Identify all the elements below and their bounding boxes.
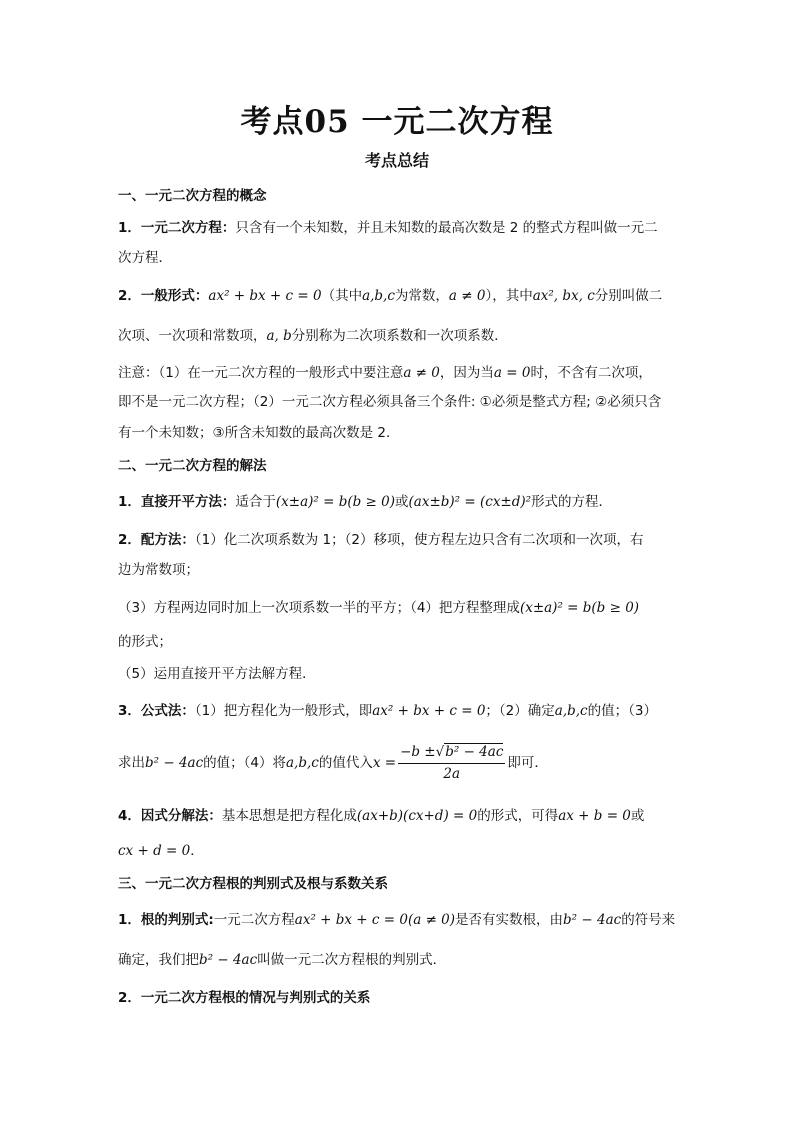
paragraph-completing-square-line4: 的形式；: [118, 634, 172, 650]
paragraph-discriminant: [118, 910, 684, 930]
section-heading-3: 三、一元二次方程根的判别式及根与系数关系: [118, 876, 388, 892]
text: （3）方程两边同时加上一次项系数一半的平方；（4）把方程整理成: [118, 600, 520, 616]
text: 或: [630, 808, 645, 824]
paragraph-roots-discriminant: 2．一元二次方程根的情况与判别式的关系: [118, 990, 371, 1006]
paragraph-definition: [118, 218, 684, 238]
term-label: 4．因式分解法：: [118, 808, 222, 824]
page-subtitle: 考点总结: [364, 151, 429, 170]
paragraph-factoring: [118, 806, 684, 826]
radicand: b² − 4ac: [445, 744, 504, 760]
text: 的值；（3）: [587, 703, 657, 719]
text: 只含有一个未知数，并且未知数的最高次数是 2 的整式方程叫做一元二: [235, 220, 658, 236]
formula: (ax±b)² = (cx±d)²: [408, 494, 532, 510]
quadratic-formula-fraction: [398, 742, 505, 784]
text: 注意：（1）在一元二次方程的一般形式中要注意: [118, 365, 404, 381]
text: 确定，我们把: [118, 952, 199, 968]
paragraph-definition-cont: 次方程．: [118, 250, 172, 266]
formula: b² − 4ac: [563, 912, 622, 928]
paragraph-completing-square-line3: [118, 598, 684, 618]
text: 叫做一元二次方程根的判别式．: [257, 952, 447, 968]
text: 时，不含有二次项，: [530, 365, 652, 381]
text: （其中: [321, 288, 363, 304]
formula: a, b: [266, 328, 292, 344]
formula: (ax+b)(cx+d) = 0: [356, 808, 478, 824]
text: 形式的方程．: [531, 494, 613, 510]
paragraph-discriminant-line2: [118, 950, 684, 970]
formula: (x±a)² = b(b ≥ 0): [519, 600, 640, 616]
paragraph-note-line3: 有一个未知数；③所含未知数的最高次数是 2．: [118, 425, 400, 441]
formula: b² − 4ac: [145, 755, 204, 771]
paragraph-general-form-cont: [118, 326, 684, 346]
numerator: −b ±√b² − 4ac: [398, 742, 505, 764]
formula: a = 0: [493, 365, 531, 381]
formula: a ≠ 0: [448, 288, 486, 304]
text: （1）化二次项系数为 1；（2）移项，使方程左边只含有二次项和一次项，右: [194, 532, 644, 548]
term-label: 3．公式法：: [118, 703, 195, 719]
text: 基本思想是把方程化成: [221, 808, 357, 824]
term-label: 1．一元二次方程：: [118, 220, 236, 236]
paragraph-completing-square: [118, 530, 684, 550]
formula: b² − 4ac: [199, 952, 258, 968]
paragraph-completing-square-line5: （5）运用直接开平方法解方程．: [118, 666, 316, 682]
section-heading-1: 一、一元二次方程的概念: [118, 188, 267, 204]
text: 为常数，: [394, 288, 449, 304]
text: 的形式，可得: [477, 808, 559, 824]
paragraph-formula-method: [118, 701, 684, 721]
formula: x =: [372, 755, 397, 771]
text: 次项、一次项和常数项，: [118, 328, 267, 344]
numerator-text: −b ±: [400, 744, 436, 760]
formula: cx + d = 0: [118, 843, 191, 859]
paragraph-factoring-line2: [118, 841, 684, 861]
term-label: 1．直接开平方法：: [118, 494, 236, 510]
paragraph-square-root: [118, 492, 684, 512]
term-label: 2．配方法：: [118, 532, 195, 548]
text: ），其中: [485, 288, 533, 304]
text: ；（2）确定: [485, 703, 555, 719]
paragraph-note: [118, 363, 684, 383]
text: ，因为当: [439, 365, 494, 381]
text: （1）把方程化为一般形式，即: [194, 703, 373, 719]
formula: a ≠ 0: [403, 365, 440, 381]
text: 或: [395, 494, 409, 510]
formula: ax² + bx + c = 0: [372, 703, 486, 719]
text: 分别叫做二: [594, 288, 663, 304]
text: 的值；（4）将: [203, 755, 286, 771]
formula: ax + b = 0: [558, 808, 631, 824]
term-label: 1．根的判别式:: [118, 912, 214, 928]
text: 一元二次方程: [213, 912, 295, 928]
formula: a,b,c: [286, 755, 319, 771]
formula: (x±a)² = b(b ≥ 0): [275, 494, 396, 510]
text: 即可．: [507, 755, 548, 771]
text: 分别称为二次项系数和一次项系数．: [291, 328, 508, 344]
text: 的符号来: [621, 912, 676, 928]
paragraph-general-form: [118, 286, 684, 306]
formula: ax², bx, c: [532, 288, 595, 304]
formula: a,b,c: [362, 288, 395, 304]
formula: ax² + bx + c = 0: [208, 288, 322, 304]
text: ．: [190, 843, 204, 859]
section-heading-2: 二、一元二次方程的解法: [118, 458, 267, 474]
text: 求出: [118, 755, 145, 771]
formula: ax² + bx + c = 0(a ≠ 0): [294, 912, 456, 928]
paragraph-note-line2: 即不是一元二次方程；（2）一元二次方程必须具备三个条件: ①必须是整式方程; ②必须只含: [118, 394, 662, 410]
paragraph-completing-square-line2: 边为常数项；: [118, 562, 199, 578]
text: 的值代入: [318, 755, 373, 771]
text: 适合于: [235, 494, 276, 510]
page-title: 考点05 一元二次方程: [240, 104, 554, 140]
denominator: 2a: [443, 766, 461, 782]
paragraph-formula-method-line2: [118, 742, 684, 784]
formula: a,b,c: [554, 703, 588, 719]
text: 是否有实数根，由: [455, 912, 564, 928]
term-label: 2．一般形式：: [118, 288, 209, 304]
